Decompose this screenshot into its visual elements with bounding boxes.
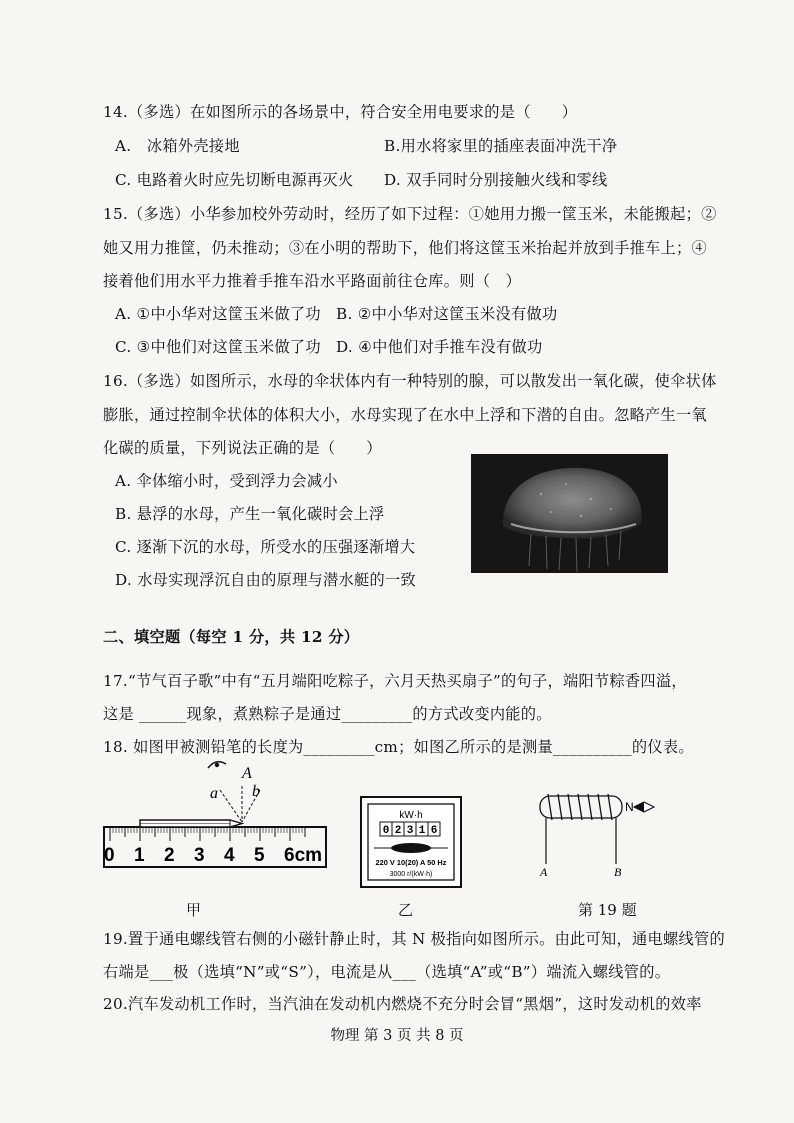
compass-n-label: N <box>625 800 634 814</box>
page-footer: 物理 第 3 页 共 8 页 <box>330 1028 464 1044</box>
q15-stem-line1: 15.（多选）小华参加校外劳动时，经历了如下过程：①她用力搬一筐玉米，未能搬起；② <box>103 205 717 223</box>
q16-stem-line1: 16.（多选）如图所示，水母的伞状体内有一种特别的腺，可以散发出一氧化碳，使伞状体 <box>103 372 717 390</box>
q15-option-d: D. ④中他们对手推车没有做功 <box>336 338 543 356</box>
q20-stem: 20.汽车发动机工作时，当汽油在发动机内燃烧不充分时会冒“黑烟”，这时发动机的效率 <box>103 995 702 1013</box>
q18-stem: 18. 如图甲被测铅笔的长度为_________cm；如图乙所示的是测量__________的仪表。 <box>103 738 694 756</box>
ruler-tick-5: 5 <box>254 845 265 866</box>
meter-digit-3: 3 <box>406 825 414 837</box>
meter-digit-4: 1 <box>418 825 426 837</box>
solenoid-figure <box>530 788 660 880</box>
ruler-tick-3: 3 <box>194 845 205 866</box>
figure-caption-19: 第 19 题 <box>578 901 637 919</box>
q14-stem: 14.（多选）在如图所示的各场景中，符合安全用电要求的是（ ） <box>103 103 578 121</box>
q15-option-a: A. ①中小华对这筐玉米做了功 <box>115 305 321 323</box>
ruler-tick-4: 4 <box>224 845 235 866</box>
figure-caption-jia: 甲 <box>186 901 202 919</box>
ruler-mark-a: a <box>210 785 218 802</box>
figure-caption-yi: 乙 <box>398 901 414 919</box>
q14-option-a: A. 冰箱外壳接地 <box>115 137 240 155</box>
q16-option-d: D. 水母实现浮沉自由的原理与潜水艇的一致 <box>115 571 416 589</box>
meter-unit: kW·h <box>399 810 423 821</box>
ruler-tick-6cm: 6cm <box>284 845 323 866</box>
meter-digit-5: 6 <box>430 825 438 837</box>
q16-option-b: B. 悬浮的水母，产生一氧化碳时会上浮 <box>115 505 385 523</box>
q19-stem-line2: 右端是___极（选填“N”或“S”），电流是从___（选填“A”或“B”）端流入螺线管的。 <box>103 963 671 981</box>
q19-stem-line1: 19.置于通电螺线管右侧的小磁针静止时，其 N 极指向如图所示。由此可知，通电螺线管的 <box>103 930 725 948</box>
q15-option-c: C. ③中他们对这筐玉米做了功 <box>115 338 321 356</box>
q15-stem-line2: 她又用力推筐，仍未推动；③在小明的帮助下，他们将这筐玉米抬起并放到手推车上；④ <box>103 239 708 257</box>
q15-option-b: B. ②中小华对这筐玉米没有做功 <box>336 305 558 323</box>
q14-option-d: D. 双手同时分别接触火线和零线 <box>384 171 608 189</box>
q14-option-c: C. 电路着火时应先切断电源再灭火 <box>115 171 354 189</box>
ruler-figure <box>100 748 336 873</box>
solenoid-end-b: B <box>614 865 622 879</box>
q16-option-c: C. 逐渐下沉的水母，所受水的压强逐渐增大 <box>115 538 416 556</box>
ruler-mark-b: b <box>252 783 260 800</box>
q16-option-a: A. 伞体缩小时，受到浮力会减小 <box>115 472 338 490</box>
ruler-tick-1: 1 <box>134 845 145 866</box>
q16-stem-line2: 膨胀，通过控制伞状体的体积大小，水母实现了在水中上浮和下潜的自由。忽略产生一氧 <box>103 406 708 424</box>
meter-constant: 3000 r/(kW·h) <box>389 871 433 878</box>
q17-stem-line2: 这是 ______现象，煮熟粽子是通过_________的方式改变内能的。 <box>103 705 552 723</box>
q16-stem-line3: 化碳的质量，下列说法正确的是（ ） <box>103 439 382 457</box>
meter-spec: 220 V 10(20) A 50 Hz <box>375 858 447 867</box>
solenoid-end-a: A <box>540 865 548 879</box>
meter-digit-1: 0 <box>382 825 390 837</box>
q17-stem-line1: 17.“节气百子歌”中有“五月端阳吃粽子，六月天热买扇子”的句子，端阳节粽香四溢， <box>103 672 687 690</box>
energy-meter-figure <box>360 796 462 888</box>
q15-stem-line3: 接着他们用水平力推着手推车沿水平路面前往仓库。则（ ） <box>103 272 522 290</box>
ruler-mark-A: A <box>242 765 252 782</box>
q14-option-b: B.用水将家里的插座表面冲洗干净 <box>384 137 618 155</box>
ruler-tick-0: 0 <box>104 845 115 866</box>
jellyfish-photo <box>471 454 668 573</box>
section-heading: 二、填空题（每空 1 分，共 12 分） <box>103 628 360 646</box>
ruler-tick-2: 2 <box>164 845 175 866</box>
meter-digit-2: 2 <box>394 825 402 837</box>
